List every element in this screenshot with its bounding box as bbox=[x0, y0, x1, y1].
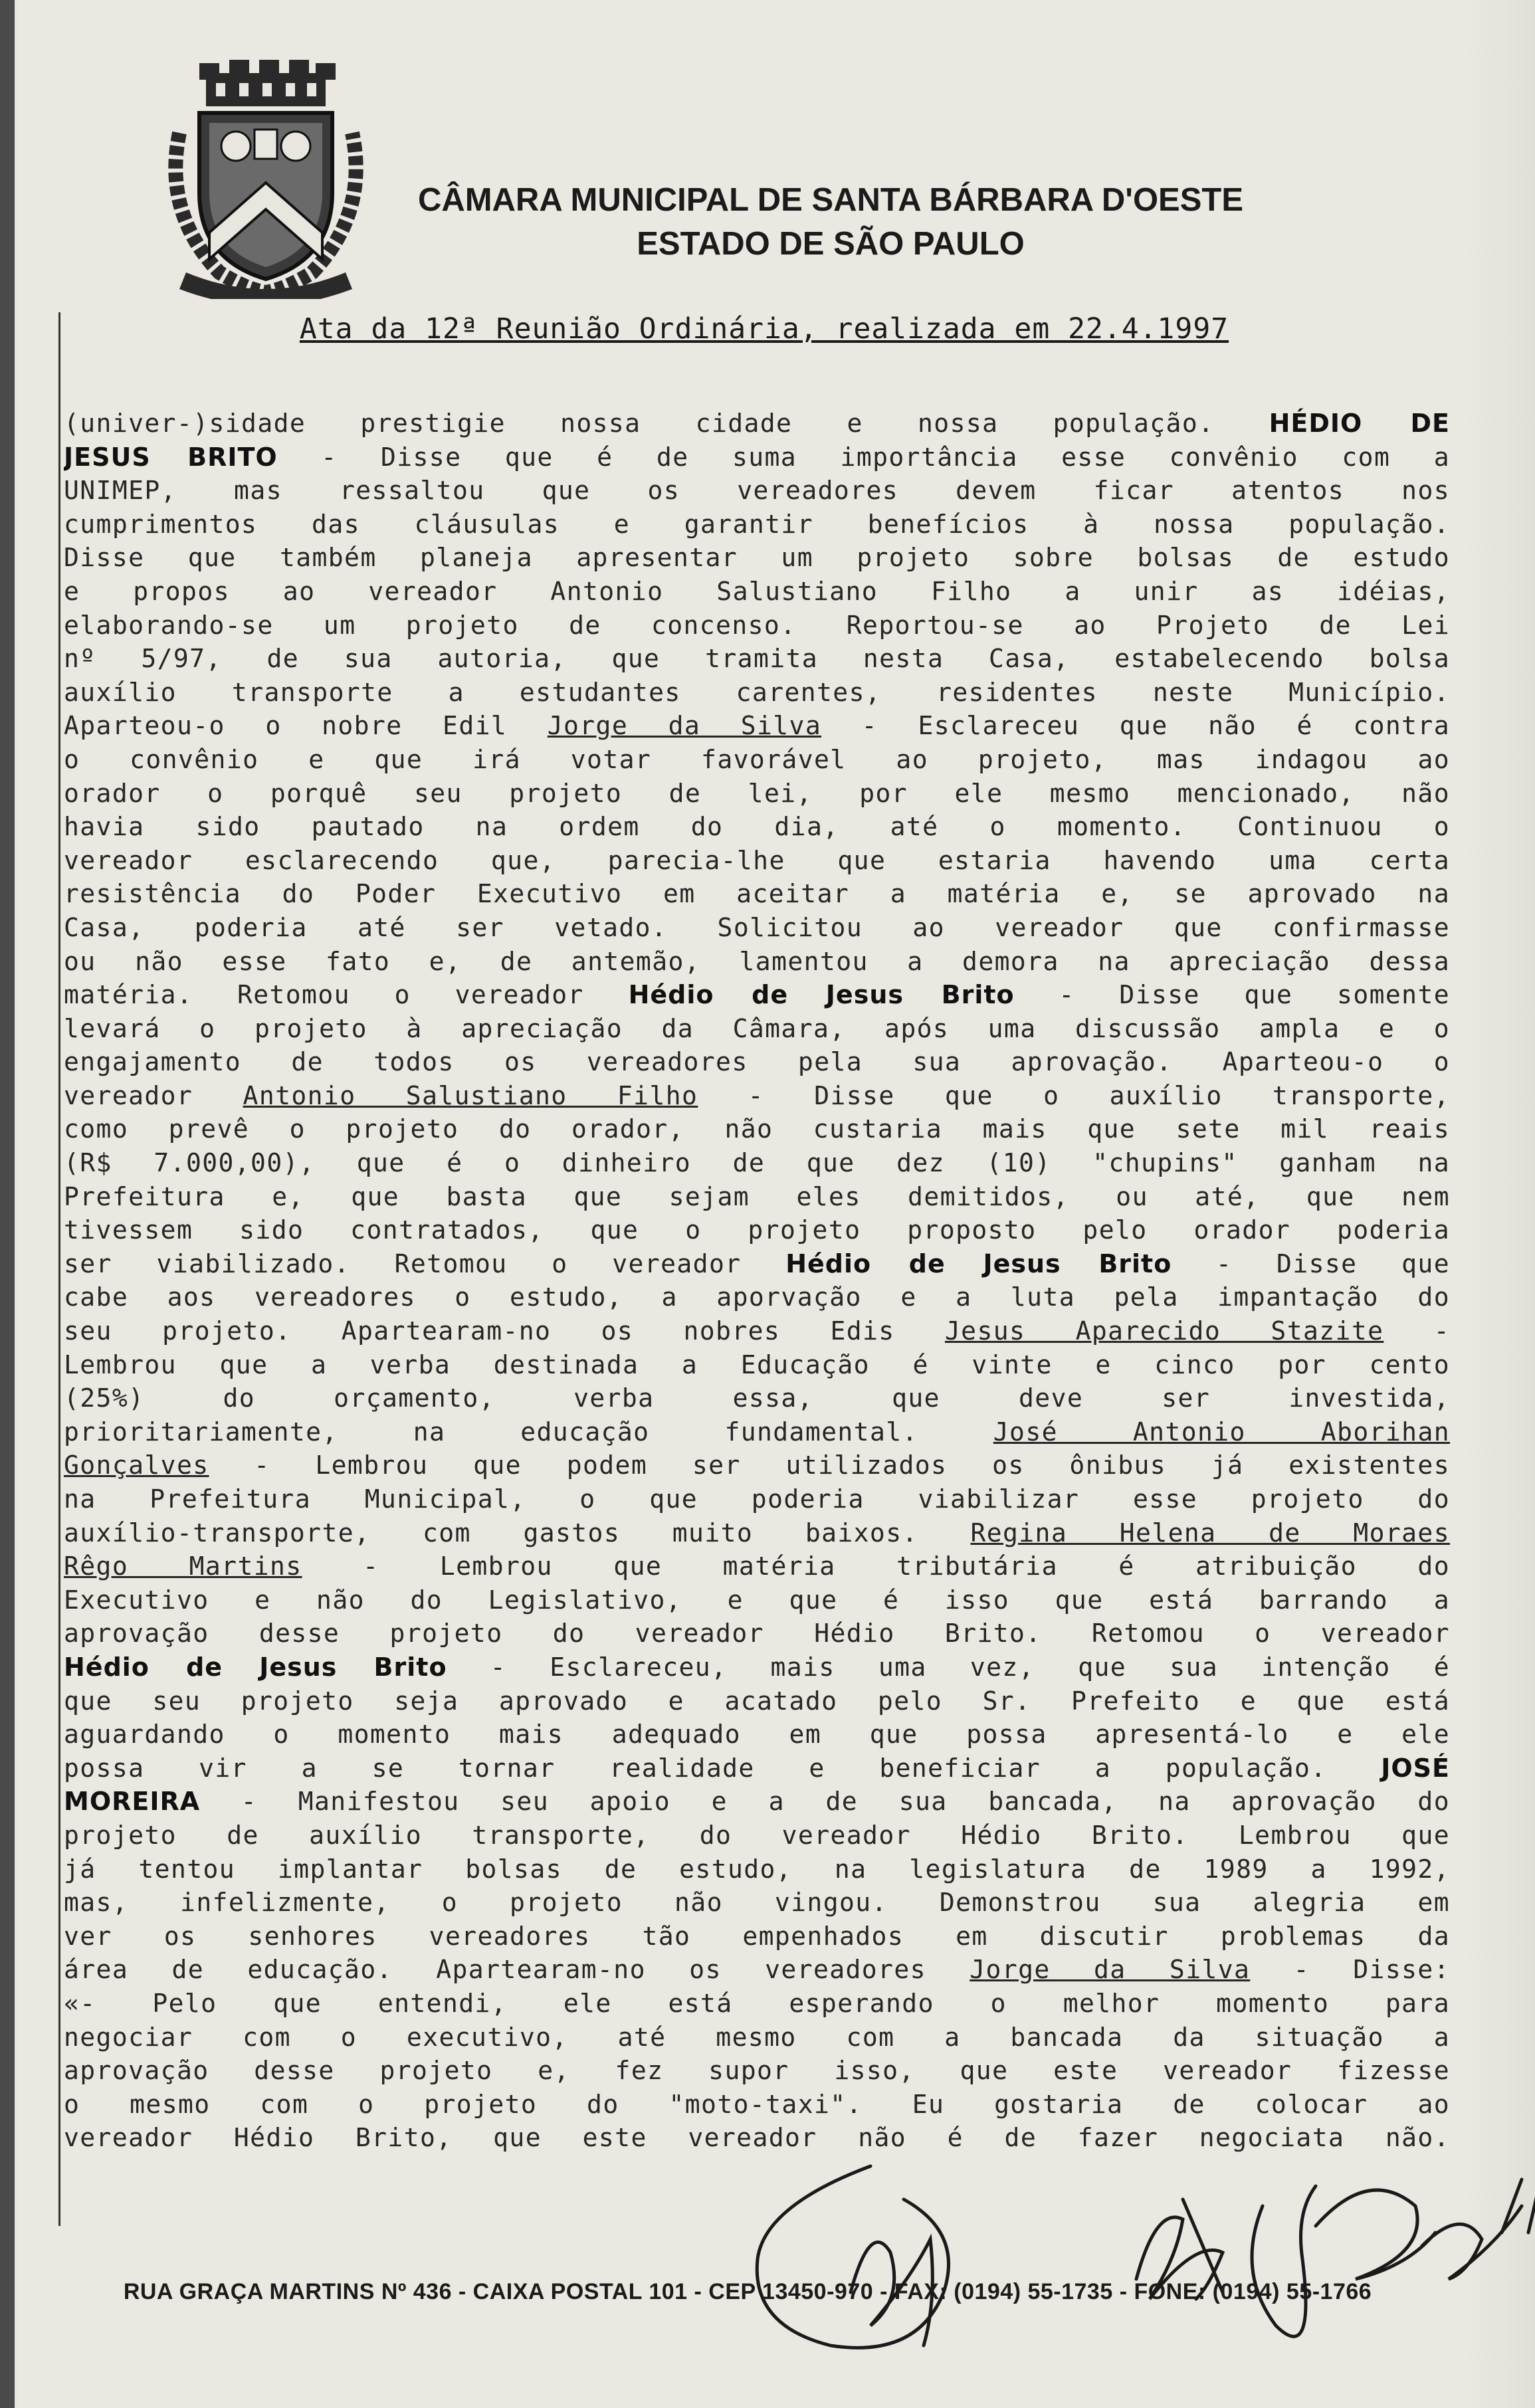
text-segment: aguardando o momento mais adequado em que possa apresentá-lo e ele bbox=[64, 1720, 1450, 1750]
text-segment: havia sido pautado na ordem do dia, até o momento. Continuou o bbox=[64, 812, 1450, 842]
text-segment: Executivo e não do Legislativo, e que é isso que está barrando a bbox=[64, 1585, 1450, 1615]
text-line bbox=[64, 1684, 1450, 1718]
text-line bbox=[64, 1415, 1450, 1449]
text-line bbox=[64, 1886, 1450, 1920]
text-segment: - Lembrou que matéria tributária é atribuição do bbox=[302, 1552, 1450, 1581]
speaker-name: Hédio de Jesus Brito bbox=[64, 1652, 447, 1682]
institution-state: ESTADO DE SÃO PAULO bbox=[637, 226, 1025, 262]
aparte-name: Jorge da Silva bbox=[547, 711, 822, 741]
text-line bbox=[64, 1617, 1450, 1651]
text-segment: o convênio e que irá votar favorável ao projeto, mas indagou ao bbox=[64, 744, 1450, 774]
text-line bbox=[64, 877, 1450, 911]
text-segment: nº 5/97, de sua autoria, que tramita nesta Casa, estabelecendo bolsa bbox=[64, 644, 1450, 674]
text-segment: - Disse: bbox=[1250, 1955, 1450, 1985]
speaker-name: JESUS BRITO bbox=[64, 442, 278, 472]
text-line bbox=[64, 575, 1450, 609]
text-segment: cumprimentos das cláusulas e garantir benefícios à nossa população. bbox=[64, 509, 1450, 539]
handwritten-signatures bbox=[718, 2126, 1535, 2392]
text-segment: - Disse que é de suma importância esse convênio com a bbox=[277, 442, 1450, 472]
text-segment: vereador Hédio Brito, que este vereador não é de fazer negociata não. bbox=[64, 2123, 1450, 2153]
text-segment: matéria. Retomou o vereador bbox=[64, 980, 629, 1010]
text-segment: mas, infelizmente, o projeto não vingou. Demonstrou sua alegria em bbox=[64, 1888, 1450, 1918]
text-line bbox=[64, 609, 1450, 643]
text-line bbox=[64, 810, 1450, 844]
text-line bbox=[64, 1651, 1450, 1684]
text-line bbox=[64, 1953, 1450, 1987]
text-line bbox=[64, 541, 1450, 575]
text-line bbox=[64, 1314, 1450, 1348]
text-line bbox=[64, 1583, 1450, 1617]
text-segment: Aparteou-o o nobre Edil bbox=[64, 711, 548, 741]
speaker-name: Hédio de Jesus Brito bbox=[628, 980, 1015, 1010]
text-segment: - Lembrou que podem ser utilizados os ônibus já existentes bbox=[209, 1451, 1450, 1480]
text-line bbox=[64, 1819, 1450, 1853]
speaker-name: MOREIRA bbox=[64, 1787, 201, 1817]
text-segment: (univer-)sidade prestigie nossa cidade e nossa população. bbox=[64, 409, 1269, 438]
text-segment: ver os senhores vereadores tão empenhados em discutir problemas da bbox=[64, 1921, 1450, 1951]
text-line bbox=[64, 777, 1450, 811]
text-line bbox=[64, 1348, 1450, 1382]
text-segment: seu projeto. Apartearam-no os nobres Edis bbox=[64, 1316, 945, 1346]
text-segment: Lembrou que a verba destinada a Educação é vinte e cinco por cento bbox=[64, 1350, 1450, 1379]
text-segment: na Prefeitura Municipal, o que poderia viabilizar esse projeto do bbox=[64, 1484, 1450, 1514]
text-segment: possa vir a se tornar realidade e beneficiar a população. bbox=[64, 1753, 1382, 1783]
text-segment: prioritariamente, na educação fundamental. bbox=[64, 1417, 993, 1447]
institution-header bbox=[399, 178, 1263, 266]
text-line bbox=[64, 1752, 1450, 1785]
text-segment: aprovação desse projeto do vereador Hédio Brito. Retomou o vereador bbox=[64, 1619, 1450, 1649]
aparte-name: Antonio Salustiano Filho bbox=[243, 1080, 698, 1110]
text-segment: que seu projeto seja aprovado e acatado pelo Sr. Prefeito e que está bbox=[64, 1686, 1450, 1716]
text-segment: já tentou implantar bolsas de estudo, na legislatura de 1989 a 1992, bbox=[64, 1854, 1450, 1884]
text-line bbox=[64, 1045, 1450, 1079]
aparte-name: José Antonio Aborihan bbox=[993, 1417, 1450, 1447]
text-line bbox=[64, 1449, 1450, 1482]
text-line bbox=[64, 1381, 1450, 1415]
text-segment: UNIMEP, mas ressaltou que os vereadores devem ficar atentos nos bbox=[64, 476, 1450, 506]
text-line bbox=[64, 1213, 1450, 1247]
text-segment: auxílio-transporte, com gastos muito baixos. bbox=[64, 1518, 971, 1548]
text-segment: como prevê o projeto do orador, não custaria mais que sete mil reais bbox=[64, 1114, 1450, 1144]
text-segment: projeto de auxílio transporte, do vereador Hédio Brito. Lembrou que bbox=[64, 1820, 1450, 1850]
address-footer: RUA GRAÇA MARTINS Nº 436 - CAIXA POSTAL 101 - CEP 13450-970 - FAX: (0194) 55-1735 - FONE: (0194) 55-1766 bbox=[123, 2279, 1372, 2304]
text-line bbox=[64, 508, 1450, 542]
scan-edge bbox=[0, 0, 15, 2408]
text-segment: «- Pelo que entendi, ele está esperando o melhor momento para bbox=[64, 1988, 1450, 2018]
text-line bbox=[64, 844, 1450, 878]
text-segment: - Disse que bbox=[1172, 1249, 1450, 1278]
text-line bbox=[64, 676, 1450, 710]
text-line bbox=[64, 1785, 1450, 1819]
text-segment: (R$ 7.000,00), que é o dinheiro de que dez (10) "chupins" ganham na bbox=[64, 1148, 1450, 1178]
text-segment: engajamento de todos os vereadores pela sua aprovação. Aparteou-o o bbox=[64, 1047, 1450, 1077]
text-line bbox=[64, 945, 1450, 979]
text-line bbox=[64, 2088, 1450, 2122]
municipal-coat-of-arms bbox=[159, 60, 372, 299]
text-line bbox=[64, 709, 1450, 743]
text-line bbox=[64, 1146, 1450, 1180]
text-segment: - Disse que somente bbox=[1014, 980, 1450, 1010]
text-segment: tivessem sido contratados, que o projeto proposto pelo orador poderia bbox=[64, 1215, 1450, 1245]
text-segment: (25%) do orçamento, verba essa, que deve ser investida, bbox=[64, 1383, 1450, 1413]
text-segment: Prefeitura e, que basta que sejam eles demitidos, ou até, que nem bbox=[64, 1181, 1450, 1211]
text-segment: ou não esse fato e, de antemão, lamentou a demora na apreciação dessa bbox=[64, 946, 1450, 976]
text-segment: - Manifestou seu apoio e a de sua bancada, na aprovação do bbox=[200, 1787, 1450, 1817]
text-line bbox=[64, 1112, 1450, 1146]
text-segment: elaborando-se um projeto de concenso. Reportou-se ao Projeto de Lei bbox=[64, 610, 1450, 640]
text-line bbox=[64, 1247, 1450, 1281]
text-line bbox=[64, 1853, 1450, 1886]
text-line bbox=[64, 1920, 1450, 1954]
text-line bbox=[64, 1987, 1450, 2021]
margin-rule bbox=[58, 312, 60, 2226]
text-line bbox=[64, 441, 1450, 474]
aparte-name: Rêgo Martins bbox=[64, 1552, 302, 1581]
aparte-name: Regina Helena de Moraes bbox=[970, 1518, 1450, 1548]
text-segment: área de educação. Apartearam-no os vereadores bbox=[64, 1955, 970, 1985]
text-segment: - Esclareceu, mais uma vez, que sua intenção é bbox=[447, 1652, 1450, 1682]
text-segment: - Esclareceu que não é contra bbox=[821, 711, 1450, 741]
text-segment: levará o projeto à apreciação da Câmara, após uma discussão ampla e o bbox=[64, 1013, 1450, 1043]
text-segment: vereador bbox=[64, 1080, 243, 1110]
text-segment: resistência do Poder Executivo em aceitar a matéria e, se aprovado na bbox=[64, 879, 1450, 909]
text-segment: negociar com o executivo, até mesmo com a bancada da situação a bbox=[64, 2022, 1450, 2052]
text-line bbox=[64, 1482, 1450, 1516]
minutes-title: Ata da 12ª Reunião Ordinária, realizada em 22.4.1997 bbox=[299, 312, 1229, 346]
minutes-body bbox=[64, 407, 1450, 2174]
text-segment: auxílio transporte a estudantes carentes, residentes neste Município. bbox=[64, 677, 1450, 707]
speaker-name: HÉDIO DE bbox=[1269, 409, 1450, 438]
text-line bbox=[64, 1180, 1450, 1214]
text-segment: vereador esclarecendo que, parecia-lhe que estaria havendo uma certa bbox=[64, 845, 1450, 875]
text-line bbox=[64, 642, 1450, 676]
text-segment: orador o porquê seu projeto de lei, por ele mesmo mencionado, não bbox=[64, 778, 1450, 808]
text-segment: e propos ao vereador Antonio Salustiano Filho a unir as idéias, bbox=[64, 576, 1450, 606]
text-segment: Disse que também planeja apresentar um projeto sobre bolsas de estudo bbox=[64, 543, 1450, 573]
text-line bbox=[64, 978, 1450, 1012]
text-segment: Casa, poderia até ser vetado. Solicitou ao vereador que confirmasse bbox=[64, 912, 1450, 942]
text-segment: aprovação desse projeto e, fez supor isso, que este vereador fizesse bbox=[64, 2056, 1450, 2086]
text-line bbox=[64, 474, 1450, 508]
text-line bbox=[64, 1718, 1450, 1752]
text-line bbox=[64, 2054, 1450, 2088]
speaker-name: JOSÉ bbox=[1381, 1753, 1450, 1783]
text-line bbox=[64, 1550, 1450, 1583]
text-segment: - Disse que o auxílio transporte, bbox=[698, 1080, 1450, 1110]
text-segment: cabe aos vereadores o estudo, a aporvação e a luta pela impantação do bbox=[64, 1282, 1450, 1312]
text-segment: - bbox=[1383, 1316, 1450, 1346]
aparte-name: Jesus Aparecido Stazite bbox=[944, 1316, 1384, 1346]
text-line bbox=[64, 743, 1450, 777]
text-segment: ser viabilizado. Retomou o vereador bbox=[64, 1249, 786, 1278]
text-line bbox=[64, 1280, 1450, 1314]
speaker-name: Hédio de Jesus Brito bbox=[785, 1249, 1172, 1278]
text-line bbox=[64, 407, 1450, 441]
aparte-name: Jorge da Silva bbox=[970, 1955, 1251, 1985]
text-line bbox=[64, 1516, 1450, 1550]
text-segment: o mesmo com o projeto do "moto-taxi". Eu gostaria de colocar ao bbox=[64, 2089, 1450, 2119]
text-line bbox=[64, 911, 1450, 945]
institution-name: CÂMARA MUNICIPAL DE SANTA BÁRBARA D'OESTE bbox=[417, 182, 1244, 218]
aparte-name: Gonçalves bbox=[64, 1451, 209, 1480]
text-line bbox=[64, 1079, 1450, 1113]
text-line bbox=[64, 2021, 1450, 2055]
text-line bbox=[64, 1012, 1450, 1046]
